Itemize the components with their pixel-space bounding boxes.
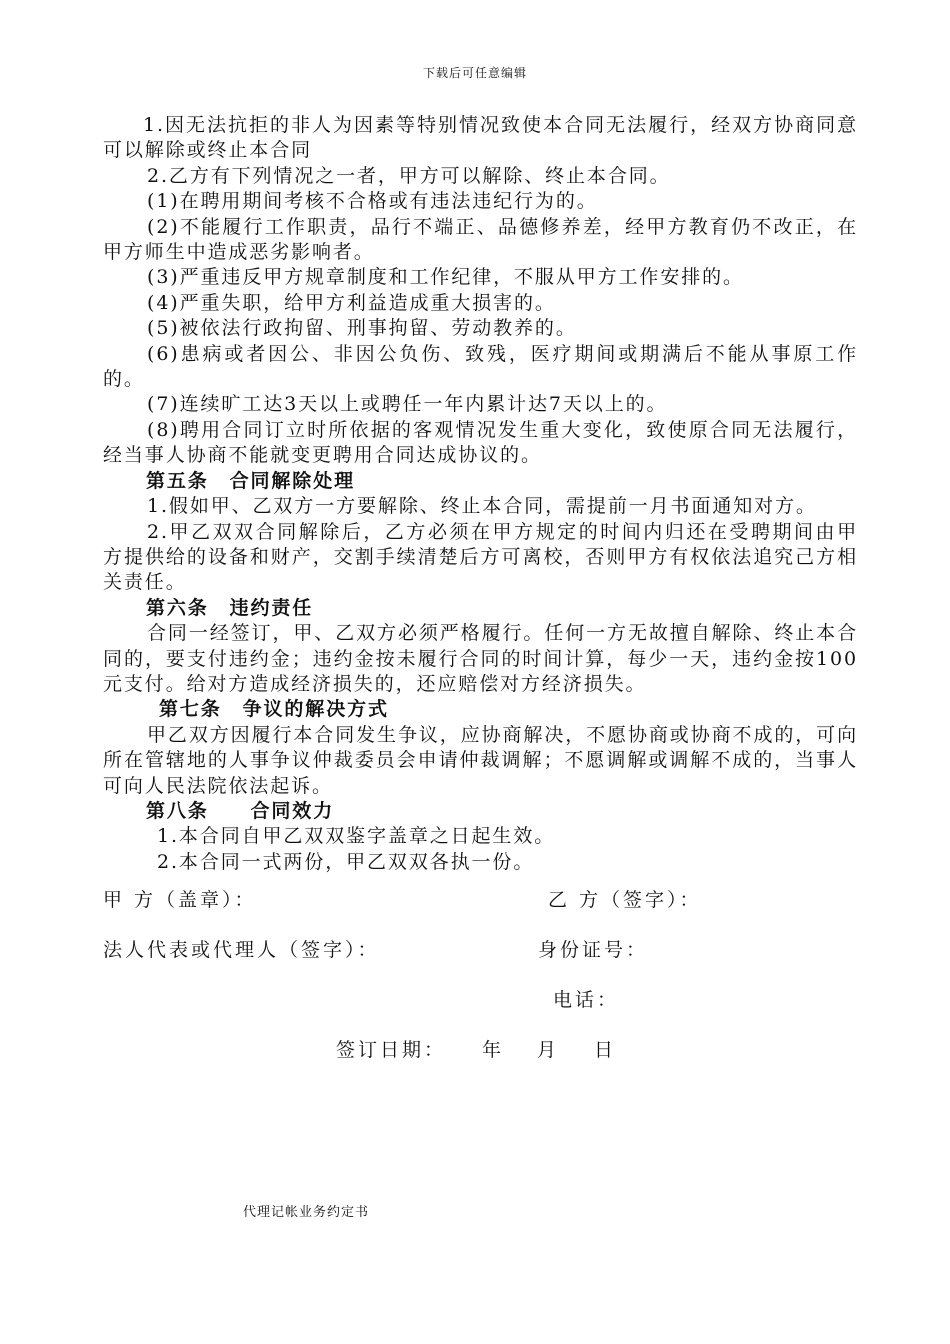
contract-body	[103, 113, 858, 875]
sign-date-month: 月	[537, 1039, 560, 1061]
clause8-title: 第八条 合同效力	[146, 799, 335, 822]
id-number-label: 身份证号：	[538, 939, 649, 961]
clause4-sub8: (8)聘用合同订立时所依据的客观情况发生重大变化，致使原合同无法履行，经当事人协商不能就变更聘用合同达成协议的。	[103, 418, 858, 467]
page-footer: 代理记帐业务约定书	[243, 1205, 370, 1220]
page-header: 下载后可任意编辑	[422, 66, 527, 80]
clause7-title: 第七条 争议的解决方式	[159, 698, 389, 721]
clause5-item1: 1.假如甲、乙双方一方要解除、终止本合同，需提前一月书面通知对方。	[147, 495, 817, 518]
clause4-sub6: (6)患病或者因公、非因公负伤、致残，医疗期间或期满后不能从事原工作的。	[103, 342, 858, 391]
clause6-text: 合同一经签订，甲、乙双方必须严格履行。任何一方无故擅自解除、终止本合同的，要支付违约金；违约金按未履行合同的时间计算，每少一天，违约金按100元支付。给对方造成经济损失的，还应赔偿对方经济损失。	[103, 622, 858, 695]
clause4-sub3: (3)严重违反甲方规章制度和工作纪律，不服从甲方工作安排的。	[147, 266, 744, 289]
party-b-signature-label: 乙 方（签字）：	[548, 889, 702, 911]
phone-label: 电话：	[553, 989, 620, 1011]
sign-date-year: 年	[482, 1039, 505, 1061]
clause4-sub1: (1)在聘用期间考核不合格或有违法违纪行为的。	[147, 190, 598, 213]
sign-date-label: 签订日期：	[336, 1039, 447, 1061]
sign-date-day: 日	[594, 1039, 617, 1061]
clause4-item2: 2.乙方有下列情况之一者，甲方可以解除、终止本合同。	[147, 164, 671, 187]
clause7-text: 甲乙双方因履行本合同发生争议，应协商解决，不愿协商或协商不成的，可向所在管辖地的人事争议仲裁委员会申请仲裁调解；不愿调解或调解不成的，当事人可向人民法院依法起诉。	[103, 723, 858, 797]
clause6-title: 第六条 违约责任	[146, 596, 314, 619]
clause8-item2: 2.本合同一式两份，甲乙双双各执一份。	[157, 850, 535, 873]
clause4-sub7: (7)连续旷工达3天以上或聘任一年内累计达7天以上的。	[147, 393, 668, 416]
clause5-title: 第五条 合同解除处理	[146, 469, 356, 492]
clause4-sub5: (5)被依法行政拘留、刑事拘留、劳动教养的。	[147, 317, 577, 340]
clause4-sub4: (4)严重失职，给甲方利益造成重大损害的。	[147, 291, 556, 314]
clause4-sub2: (2)不能履行工作职责，品行不端正、品德修养差，经甲方教育仍不改正，在甲方师生中造成恶劣影响者。	[103, 215, 858, 264]
clause8-item1: 1.本合同自甲乙双双鉴字盖章之日起生效。	[157, 825, 556, 848]
clause5-item2: 2.甲乙双双合同解除后，乙方必须在甲方规定的时间内归还在受聘期间由甲方提供给的设备和财产，交割手续清楚后方可离校，否则甲方有权依法追究己方相关责任。	[103, 520, 858, 594]
clause4-item1: 1.因无法抗拒的非人为因素等特别情况致使本合同无法履行，经双方协商同意可以解除或终止本合同	[103, 114, 858, 162]
party-a-seal-label: 甲 方（盖章）：	[103, 889, 257, 911]
legal-rep-signature-label: 法人代表或代理人（签字）：	[103, 939, 380, 961]
